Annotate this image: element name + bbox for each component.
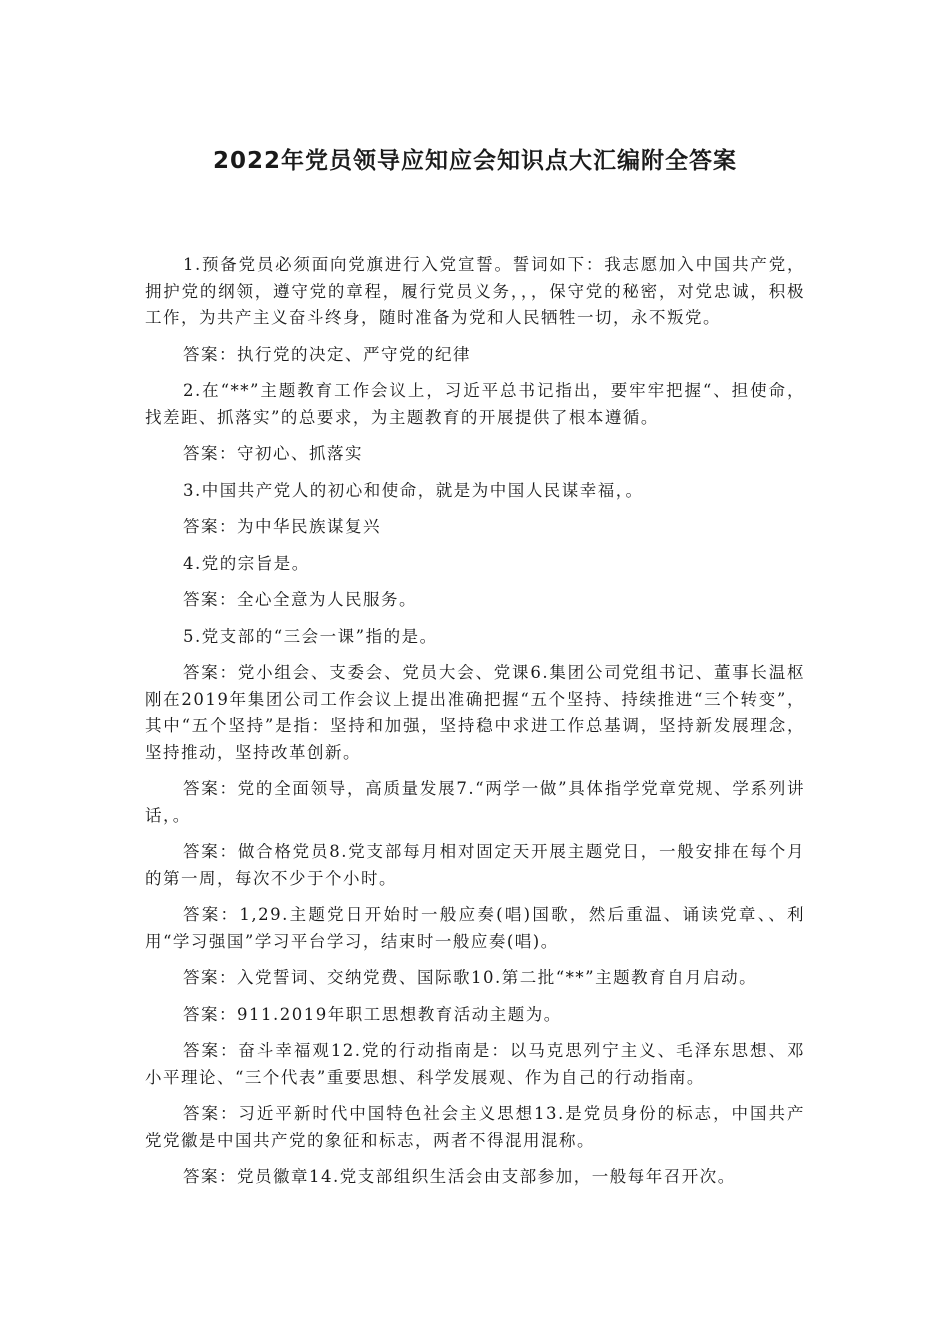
answer-12-question-13: 答案：习近平新时代中国特色社会主义思想13.是党员身份的标志，中国共产党党徽是中国共产党的象征和标志，两者不得混用混称。: [145, 1104, 805, 1150]
question-1: 1.预备党员必须面向党旗进行入党宣誓。誓词如下：我志愿加入中国共产党，拥护党的纲领，遵守党的章程，履行党员义务，，，保守党的秘密，对党忠诚，积极工作，为共产主义奋斗终身，随时准备为党和人民牺牲一切，永不叛党。: [145, 255, 805, 327]
answer-6-question-7: 答案：党的全面领导，高质量发展7.“两学一做”具体指学党章党规、学系列讲话，。: [145, 779, 805, 825]
answer-8-question-9: 答案：1,29.主题党日开始时一般应奏(唱)国歌，然后重温、诵读党章、、利用“学习强国”学习平台学习，结束时一般应奏(唱)。: [145, 905, 805, 951]
answer-13-question-14: 答案：党员徽章14.党支部组织生活会由支部参加，一般每年召开次。: [183, 1167, 736, 1186]
answer-10-question-11: 答案：911.2019年职工思想教育活动主题为。: [183, 1004, 562, 1024]
question-4: 4.党的宗旨是。: [183, 553, 310, 573]
answer-4: 答案：全心全意为人民服务。: [183, 590, 417, 609]
document-title: 2022年党员领导应知应会知识点大汇编附全答案: [212, 148, 737, 174]
answer-7-question-8: 答案：做合格党员8.党支部每月相对固定天开展主题党日，一般安排在每个月的第一周，每次不少于个小时。: [145, 842, 805, 888]
answer-9-question-10: 答案：入党誓词、交纳党费、国际歌10.第二批“**”主题教育自月启动。: [183, 968, 758, 987]
question-2: 2.在“**”主题教育工作会议上，习近平总书记指出，要牢牢把握“、担使命，找差距、抓落实”的总要求，为主题教育的开展提供了根本遵循。: [145, 381, 805, 427]
answer-2: 答案：守初心、抓落实: [183, 444, 363, 463]
question-3: 3.中国共产党人的初心和使命，就是为中国人民谋幸福，。: [183, 480, 644, 500]
answer-5-question-6: 答案：党小组会、支委会、党员大会、党课6.集团公司党组书记、董事长温枢刚在2019年集团公司工作会议上提出准确把握“五个坚持、持续推进“三个转变”，其中“五个坚持”是指：坚持和加强，坚持稳中求进工作总基调，坚持新发展理念，坚持推动，坚持改革创新。: [145, 663, 805, 762]
document-body: [145, 252, 805, 1201]
answer-11-question-12: 答案：奋斗幸福观12.党的行动指南是：以马克思列宁主义、毛泽东思想、邓小平理论、“三个代表”重要思想、科学发展观、作为自己的行动指南。: [145, 1041, 805, 1087]
answer-1: 答案：执行党的决定、严守党的纪律: [183, 344, 471, 364]
answer-3: 答案：为中华民族谋复兴: [183, 517, 381, 536]
question-5: 5.党支部的“三会一课”指的是。: [183, 626, 438, 646]
